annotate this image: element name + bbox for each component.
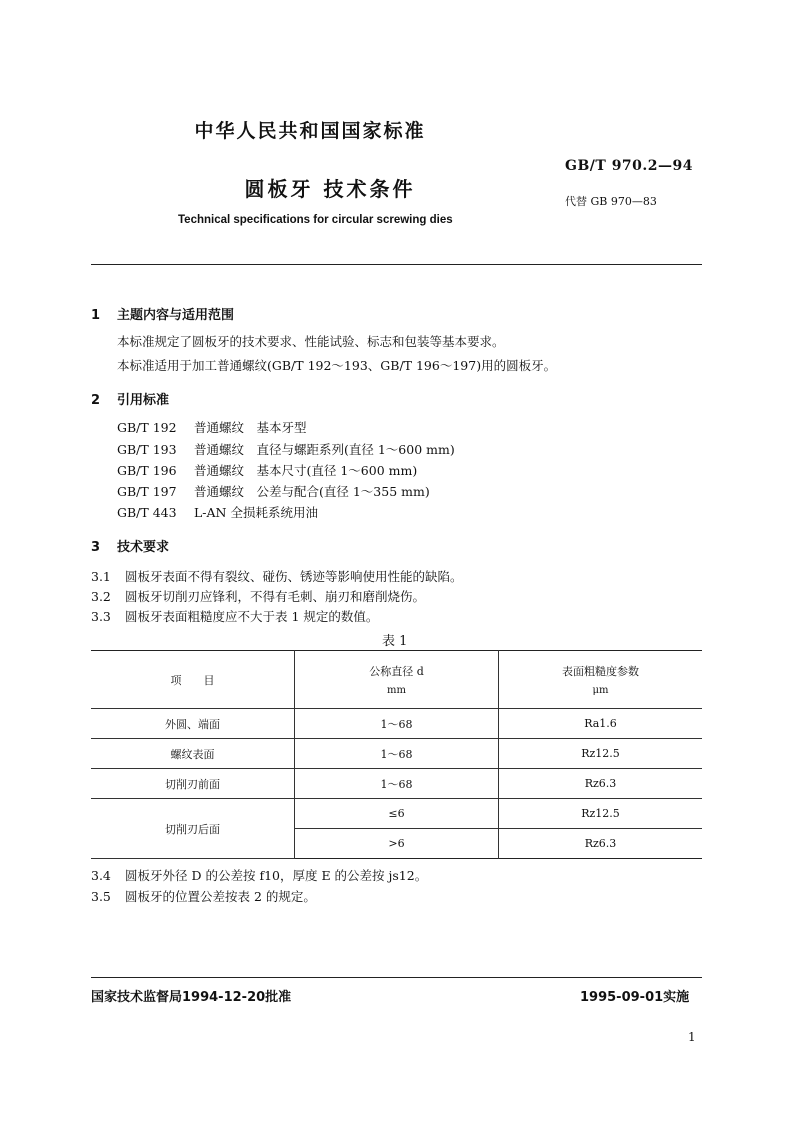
reference-title: 普通螺纹 直径与螺距系列(直径 1～600 mm) <box>194 442 455 457</box>
cell-item: 切削刃后面 <box>91 799 295 859</box>
clause-3-2 <box>91 587 425 605</box>
header-diameter <box>295 651 499 709</box>
clause-number: 3.3 <box>91 609 111 624</box>
clause-3-4 <box>91 866 427 884</box>
section-3-heading <box>91 536 169 555</box>
reference-item <box>117 503 318 521</box>
reference-title: 普通螺纹 基本牙型 <box>194 420 307 435</box>
cell-diameter: >6 <box>295 829 499 859</box>
reference-item <box>117 418 307 436</box>
page-number: 1 <box>688 1030 696 1044</box>
section-2-title: 引用标准 <box>117 393 170 408</box>
cell-diameter: ≤6 <box>295 799 499 829</box>
effective-date: 1995-09-01实施 <box>580 990 690 1005</box>
english-title: Technical specifications for circular screwing dies <box>178 214 453 226</box>
section-1-title: 主题内容与适用范围 <box>117 308 235 323</box>
table-row <box>91 709 702 739</box>
clause-number: 3.4 <box>91 868 111 883</box>
cell-roughness: Rz12.5 <box>499 799 703 829</box>
clause-number: 3.2 <box>91 589 111 604</box>
clause-number: 3.5 <box>91 889 111 904</box>
section-1-number: 1 <box>91 308 101 323</box>
table-1-caption: 表 1 <box>382 634 408 649</box>
reference-title: L-AN 全损耗系统用油 <box>194 505 318 520</box>
header-roughness-label: 表面粗糙度参数 <box>562 665 639 678</box>
cell-item: 切削刃前面 <box>91 769 295 799</box>
table-row <box>91 769 702 799</box>
header-diameter-label: 公称直径 d <box>369 665 424 678</box>
table-header-row <box>91 651 702 709</box>
clause-3-3 <box>91 607 378 625</box>
clause-text: 圆板牙外径 D 的公差按 f10，厚度 E 的公差按 js12。 <box>125 868 428 883</box>
footer-divider <box>91 977 702 978</box>
header-roughness <box>499 651 703 709</box>
reference-item <box>117 461 417 479</box>
national-standard-title: 中华人民共和国国家标准 <box>194 120 426 142</box>
document-title: 圆板牙 技术条件 <box>244 177 416 201</box>
section-1-heading <box>91 304 234 323</box>
section-2-number: 2 <box>91 393 101 408</box>
section-3-number: 3 <box>91 540 101 555</box>
reference-code: GB/T 192 <box>117 420 177 435</box>
replaces-note: 代替 GB 970—83 <box>565 195 657 208</box>
table-row <box>91 799 702 829</box>
clause-3-1 <box>91 567 463 585</box>
cell-roughness: Rz6.3 <box>499 769 703 799</box>
cell-diameter: 1～68 <box>295 769 499 799</box>
cell-diameter: 1～68 <box>295 709 499 739</box>
header-divider <box>91 264 702 265</box>
reference-title: 普通螺纹 基本尺寸(直径 1～600 mm) <box>194 463 418 478</box>
table-row <box>91 739 702 769</box>
section-3-title: 技术要求 <box>117 540 170 555</box>
section-1-para-2: 本标准适用于加工普通螺纹(GB/T 192～193、GB/T 196～197)用的圆板牙。 <box>117 358 557 373</box>
cell-item: 螺纹表面 <box>91 739 295 769</box>
reference-item <box>117 482 430 500</box>
header-roughness-unit: μm <box>592 685 609 696</box>
reference-item <box>117 440 455 458</box>
cell-roughness: Ra1.6 <box>499 709 703 739</box>
clause-text: 圆板牙表面不得有裂纹、碰伤、锈迹等影响使用性能的缺陷。 <box>125 569 463 584</box>
cell-roughness: Rz12.5 <box>499 739 703 769</box>
reference-code: GB/T 193 <box>117 442 177 457</box>
header-diameter-unit: mm <box>387 685 406 696</box>
clause-number: 3.1 <box>91 569 111 584</box>
clause-text: 圆板牙切削刃应锋利，不得有毛刺、崩刃和磨削烧伤。 <box>125 589 426 604</box>
approval-date: 国家技术监督局1994-12-20批准 <box>91 990 292 1005</box>
clause-text: 圆板牙表面粗糙度应不大于表 1 规定的数值。 <box>125 609 379 624</box>
clause-text: 圆板牙的位置公差按表 2 的规定。 <box>125 889 316 904</box>
cell-roughness: Rz6.3 <box>499 829 703 859</box>
reference-title: 普通螺纹 公差与配合(直径 1～355 mm) <box>194 484 430 499</box>
standard-code: GB/T 970.2—94 <box>565 158 694 174</box>
reference-code: GB/T 196 <box>117 463 177 478</box>
clause-3-5 <box>91 887 316 905</box>
reference-code: GB/T 443 <box>117 505 177 520</box>
cell-item: 外圆、端面 <box>91 709 295 739</box>
cell-diameter: 1～68 <box>295 739 499 769</box>
header-item: 项 目 <box>91 651 295 709</box>
section-2-heading <box>91 389 169 408</box>
surface-roughness-table <box>91 650 702 859</box>
reference-code: GB/T 197 <box>117 484 177 499</box>
section-1-para-1: 本标准规定了圆板牙的技术要求、性能试验、标志和包装等基本要求。 <box>117 334 505 349</box>
